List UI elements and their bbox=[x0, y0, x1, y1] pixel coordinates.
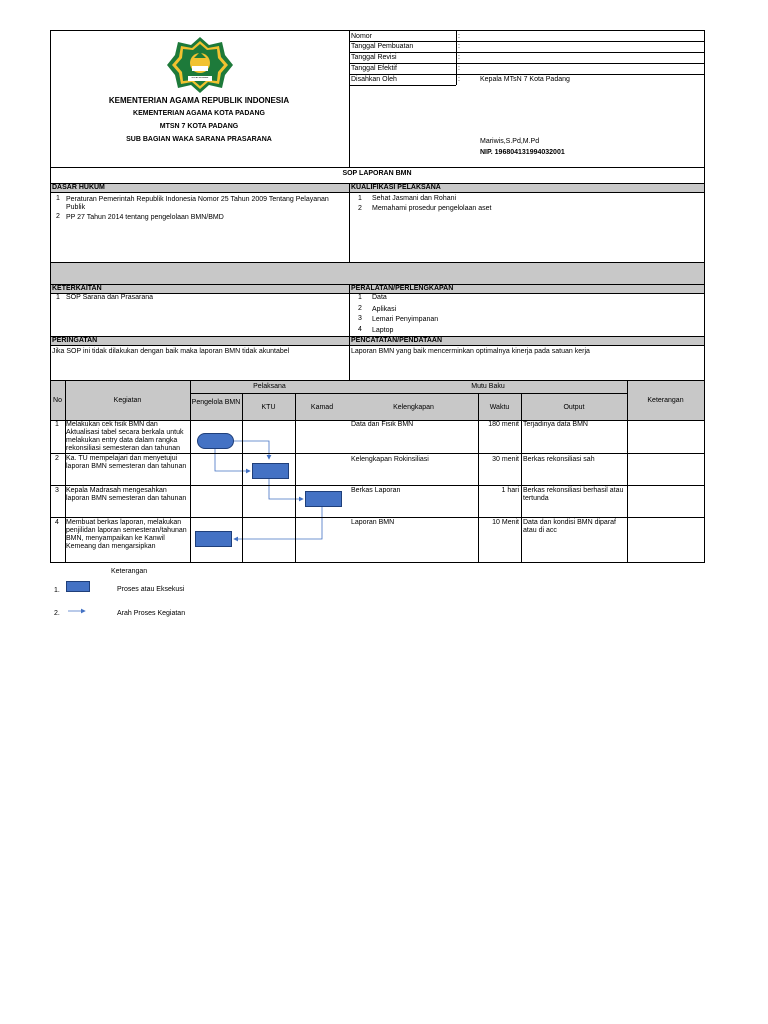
keterkaitan-title: KETERKAITAN bbox=[52, 285, 102, 292]
grid-line bbox=[50, 380, 705, 381]
row-no: 2 bbox=[55, 455, 59, 462]
list-item: Laptop bbox=[372, 327, 394, 334]
grid-line bbox=[50, 485, 705, 486]
row-kelengkapan: Berkas Laporan bbox=[351, 487, 401, 494]
list-item-no: 2 bbox=[358, 205, 362, 212]
row-output: Berkas rekonsiliasi sah bbox=[523, 456, 595, 463]
row-kegiatan: Kepala Madrasah mengesahkan laporan BMN semesteran dan tahunan bbox=[66, 487, 187, 502]
meta-colon: : bbox=[458, 65, 460, 72]
grid-line bbox=[50, 453, 705, 454]
row-waktu: 180 menit bbox=[488, 421, 519, 428]
row-waktu: 30 menit bbox=[492, 456, 519, 463]
meta-colon: : bbox=[458, 54, 460, 61]
list-item: Lemari Penyimpanan bbox=[372, 316, 439, 323]
peralatan-title: PERALATAN/PERLENGKAPAN bbox=[351, 285, 454, 292]
grid-line bbox=[50, 517, 705, 518]
org-title-3: MTSN 7 KOTA PADANG bbox=[159, 123, 239, 130]
col-kamad: Kamad bbox=[310, 404, 334, 411]
meta-colon: : bbox=[458, 43, 460, 50]
legend-no: 1. bbox=[54, 587, 60, 594]
grid-line bbox=[242, 393, 243, 562]
grid-line bbox=[349, 74, 704, 75]
col-kegiatan: Kegiatan bbox=[113, 397, 142, 404]
dasar-hukum-title: DASAR HUKUM bbox=[52, 184, 105, 191]
grid-line bbox=[349, 41, 704, 42]
grid-line bbox=[50, 284, 705, 285]
list-item: Aplikasi bbox=[372, 306, 397, 313]
col-keterangan: Keterangan bbox=[647, 397, 684, 404]
row-output: Data dan kondisi BMN diparaf atau di acc bbox=[523, 519, 616, 534]
grid-line bbox=[50, 420, 705, 421]
meta-tgl-revisi: Tanggal Revisi bbox=[351, 54, 397, 61]
list-item-no: 2 bbox=[56, 213, 60, 220]
row-waktu: 1 hari bbox=[501, 487, 519, 494]
row-kelengkapan: Data dan Fisik BMN bbox=[351, 421, 414, 428]
org-title-2: KEMENTERIAN AGAMA KOTA PADANG bbox=[133, 110, 265, 117]
col-ktu: KTU bbox=[261, 404, 276, 411]
grid-line bbox=[50, 192, 705, 193]
col-kelengkapan: Kelengkapan bbox=[393, 404, 434, 411]
grid-line bbox=[627, 380, 628, 562]
grid-line bbox=[295, 393, 296, 562]
pencatatan-title: PENCATATAN/PENDATAAN bbox=[351, 337, 442, 344]
pencatatan-text: Laporan BMN yang baik mencerminkan optimalnya kinerja pada satuan kerja bbox=[351, 348, 590, 355]
row-kelengkapan: Laporan BMN bbox=[351, 519, 395, 526]
list-item: Memahami prosedur pengelolaan aset bbox=[372, 205, 492, 212]
grid-line bbox=[190, 393, 627, 394]
list-item-no: 3 bbox=[358, 315, 362, 322]
list-item: Peraturan Pemerintah Republik Indonesia Nomor 25 Tahun 2009 Tentang Pelayanan Publik bbox=[66, 196, 329, 211]
grid-line bbox=[349, 30, 350, 167]
meta-pengesah: Kepala MTsN 7 Kota Padang bbox=[480, 76, 570, 83]
row-output: Berkas rekonsiliasi berhasil atau tertunda bbox=[523, 487, 624, 502]
meta-disahkan: Disahkan Oleh bbox=[351, 76, 397, 83]
grid-line bbox=[349, 52, 704, 53]
grid-line bbox=[50, 167, 705, 168]
legend-title: Keterangan bbox=[111, 568, 148, 575]
grid-line bbox=[50, 293, 705, 294]
col-pelaksana: Pelaksana bbox=[253, 383, 286, 390]
col-no: No bbox=[53, 397, 62, 404]
meta-nip: NIP. 196804131994032001 bbox=[480, 149, 565, 156]
grid-line bbox=[478, 393, 479, 562]
grid-line bbox=[349, 183, 350, 262]
list-item-no: 1 bbox=[358, 195, 362, 202]
org-title-4: SUB BAGIAN WAKA SARANA PRASARANA bbox=[126, 136, 272, 143]
list-item-no: 1 bbox=[56, 294, 60, 301]
list-item: Data bbox=[372, 294, 387, 301]
legend-no: 2. bbox=[54, 610, 60, 617]
grid-line bbox=[190, 380, 191, 562]
list-item: SOP Sarana dan Prasarana bbox=[66, 294, 154, 301]
row-no: 4 bbox=[55, 519, 59, 526]
row-no: 3 bbox=[55, 487, 59, 494]
row-kegiatan: Membuat berkas laporan, melakukan penjilidan laporan semesteran/tahunan BMN, menyampaikan ke Kanwil Kemeang dan mengarsipkan bbox=[66, 519, 187, 550]
peringatan-title: PERINGATAN bbox=[52, 337, 98, 344]
grid-line bbox=[50, 183, 705, 184]
grid-line bbox=[704, 30, 705, 563]
meta-nama: Mariwis,S.Pd,M.Pd bbox=[480, 138, 540, 145]
kualifikasi-title: KUALIFIKASI PELAKSANA bbox=[351, 184, 441, 191]
meta-colon: : bbox=[458, 33, 460, 40]
row-kegiatan: Ka. TU mempelajari dan menyetujui laporan BMN semesteran dan tahunan bbox=[66, 455, 187, 470]
org-title-1: KEMENTERIAN AGAMA REPUBLIK INDONESIA bbox=[108, 96, 290, 105]
logo-text: IKHLAS BERAMAL bbox=[191, 77, 209, 79]
grid-line bbox=[349, 63, 704, 64]
grid-line bbox=[50, 336, 705, 337]
col-waktu: Waktu bbox=[489, 404, 510, 411]
grid-line bbox=[50, 345, 705, 346]
meta-nomor: Nomor bbox=[351, 33, 373, 40]
list-item-no: 4 bbox=[358, 326, 362, 333]
legend-text: Arah Proses Kegiatan bbox=[117, 610, 186, 617]
grid-line bbox=[50, 262, 705, 263]
grid-line bbox=[349, 284, 350, 380]
meta-tgl-buat: Tanggal Pembuatan bbox=[351, 43, 414, 50]
peringatan-text: Jika SOP ini tidak dilakukan dengan baik maka laporan BMN tidak akuntabel bbox=[52, 348, 290, 355]
grid-line bbox=[50, 30, 51, 563]
list-item: Sehat Jasmani dan Rohani bbox=[372, 195, 457, 202]
list-item-no: 1 bbox=[56, 195, 60, 202]
list-item: PP 27 Tahun 2014 tentang pengelolaan BMN/BMD bbox=[66, 214, 224, 221]
meta-colon: : bbox=[458, 76, 460, 83]
grid-line bbox=[521, 393, 522, 562]
list-item-no: 1 bbox=[358, 294, 362, 301]
grid-line bbox=[456, 30, 457, 85]
legend-text: Proses atau Eksekusi bbox=[117, 586, 185, 593]
sop-title: SOP LAPORAN BMN bbox=[342, 170, 412, 177]
grid-line bbox=[349, 85, 456, 86]
row-kegiatan: Melakukan cek fisik BMN dan Aktualisasi tabel secara berkala untuk melakukan entry data dalam rangka rekonsiliasi semesteran dan tahunan bbox=[66, 421, 184, 452]
list-item-no: 2 bbox=[358, 305, 362, 312]
row-waktu: 10 Menit bbox=[492, 519, 519, 526]
col-mutu: Mutu Baku bbox=[471, 383, 505, 390]
col-output: Output bbox=[563, 404, 585, 411]
col-pengelola: Pengelola BMN bbox=[191, 399, 241, 406]
row-no: 1 bbox=[55, 421, 59, 428]
grid-line bbox=[50, 562, 705, 563]
grid-line bbox=[50, 30, 705, 31]
meta-tgl-efektif: Tanggal Efektif bbox=[351, 65, 397, 72]
row-output: Terjadinya data BMN bbox=[523, 421, 588, 428]
legend-process-shape bbox=[66, 581, 90, 592]
row-kelengkapan: Kelengkapan Rokinsiliasi bbox=[351, 456, 429, 463]
grid-line bbox=[65, 380, 66, 562]
